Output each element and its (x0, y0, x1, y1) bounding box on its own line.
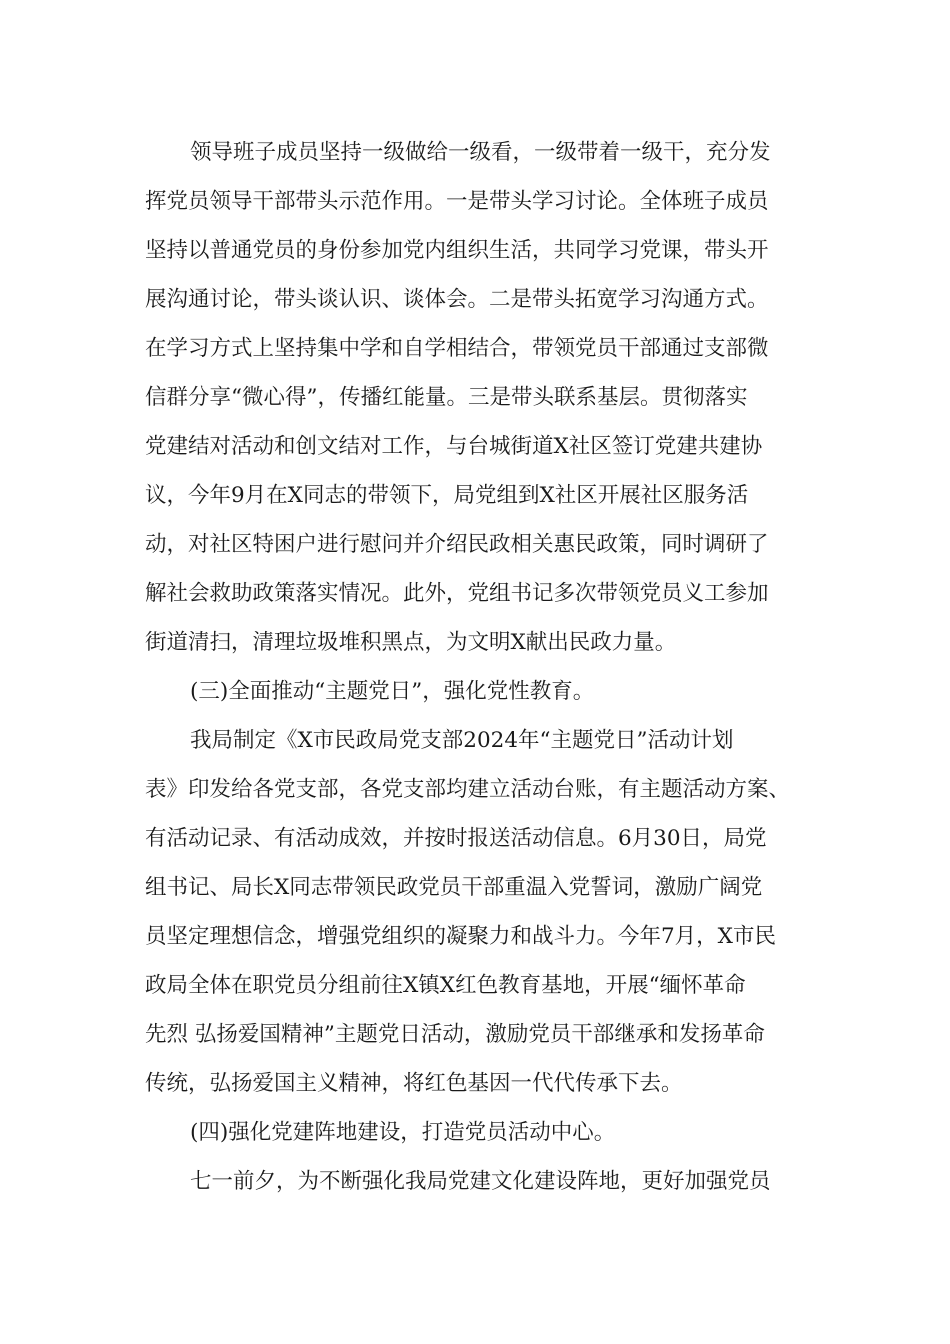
text-line: 领导班子成员坚持一级做给一级看，一级带着一级干，充分发 (190, 140, 771, 165)
text-line: 街道清扫，清理垃圾堆积黑点，为文明X献出民政力量。 (145, 630, 677, 655)
text-line: 在学习方式上坚持集中学和自学相结合，带领党员干部通过支部微 (145, 336, 769, 361)
text-line: 先烈 弘扬爱国精神”主题党日活动，激励党员干部继承和发扬革命 (145, 1022, 765, 1047)
text-line: 挥党员领导干部带头示范作用。一是带头学习讨论。全体班子成员 (145, 189, 769, 214)
text-line: 有活动记录、有活动成效，并按时报送活动信息。6月30日，局党 (145, 826, 767, 851)
text-line: 展沟通讨论，带头谈认识、谈体会。二是带头拓宽学习沟通方式。 (145, 287, 769, 312)
text-line: 我局制定《X市民政局党支部2024年“主题党日”活动计划 (190, 728, 734, 753)
section-heading: (三)全面推动“主题党日”，强化党性教育。 (190, 679, 595, 704)
text-line: 表》印发给各党支部，各党支部均建立活动台账，有主题活动方案、 (145, 777, 791, 802)
text-line: 党建结对活动和创文结对工作，与台城街道X社区签订党建共建协 (145, 434, 763, 459)
text-line: 组书记、局长X同志带领民政党员干部重温入党誓词，激励广阔党 (145, 875, 763, 900)
text-line: 解社会救助政策落实情况。此外，党组书记多次带领党员义工参加 (145, 581, 769, 606)
section-heading: (四)强化党建阵地建设，打造党员活动中心。 (190, 1120, 616, 1145)
text-line: 信群分享“微心得”，传播红能量。三是带头联系基层。贯彻落实 (145, 385, 748, 410)
text-line: 议，今年9月在X同志的带领下，局党组到X社区开展社区服务活 (145, 483, 749, 508)
text-line: 坚持以普通党员的身份参加党内组织生活，共同学习党课，带头开 (145, 238, 769, 263)
document-body (145, 128, 810, 1206)
text-line: 动，对社区特困户进行慰问并介绍民政相关惠民政策，同时调研了 (145, 532, 769, 557)
text-line: 员坚定理想信念，增强党组织的凝聚力和战斗力。今年7月，X市民 (145, 924, 776, 949)
text-line: 七一前夕，为不断强化我局党建文化建设阵地，更好加强党员 (190, 1169, 771, 1194)
text-line: 传统，弘扬爱国主义精神，将红色基因一代代传承下去。 (145, 1071, 683, 1096)
text-line: 政局全体在职党员分组前往X镇X红色教育基地，开展“缅怀革命 (145, 973, 746, 998)
